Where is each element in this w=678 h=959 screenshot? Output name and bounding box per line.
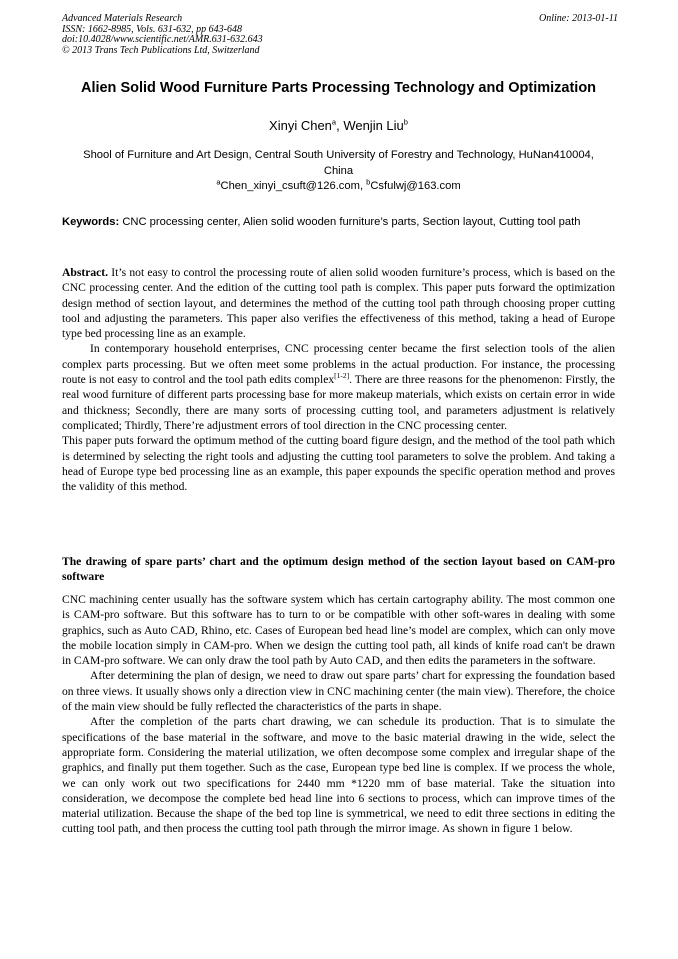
section-heading: The drawing of spare parts’ chart and the optimum design method of the section layout based on CAM-pro software [62, 555, 615, 584]
keywords [62, 214, 615, 230]
author-emails [62, 178, 615, 194]
author-name: Wenjin Liu [343, 118, 404, 133]
abstract-label: Abstract. [62, 266, 112, 279]
email-address: Csfulwj@163.com [370, 180, 461, 192]
email-mark: b [366, 177, 371, 187]
body-paragraph: CNC machining center usually has the software system which has certain cartography ability. The most common one is CAM-pro software. But this software has to turn to or be compatible with other soft-wares in dealing with some graphics, such as Auto CAD, Rhino, etc. Cases of European bed head line’s model are complex, which can only move the mobile location simply in CAM-pro. When we design the cutting tool path, all kinds of knife road can't be drawn in CAM-pro software. We can only draw the tool path by Auto CAD, and then edits the parameters in the software. [62, 593, 615, 668]
keywords-text: CNC processing center, Alien solid wooden furniture’s parts, Section layout, Cutting tool path [122, 216, 581, 228]
body-paragraph: After the completion of the parts chart drawing, we can schedule its production. That is to simulate the specifications of the base material in the software, and move to the basic material drawing in the wide, select the appropriate form. Considering the material utilization, we often decompose some complex and irregular shape of the graphics, and finally put them together. Such as the case, European type bed line is complex. If we process the whole, we can only work out two specifications for 2440 mm *1220 mm of base material. Take the situation into consideration, we decompose the complete bed head line into 6 sections to process, which can improve times of the material utilization. Because the shape of the bed top line is symmetrical, we need to edit three sections in editing the cutting tool path, and then process the cutting tool path through the mirror image. As shown in figure 1 below. [62, 715, 615, 836]
author-separator: , [336, 118, 344, 133]
paper-title: Alien Solid Wood Furniture Parts Processing Technology and Optimization [80, 80, 597, 96]
body-paragraph [62, 341, 615, 433]
abstract-paragraph [62, 265, 615, 341]
email-mark: a [216, 177, 221, 187]
keywords-label: Keywords: [62, 216, 123, 228]
abstract [62, 265, 615, 494]
body-paragraph: This paper puts forward the optimum method of the cutting board figure design, and the method of the tool path which is determined by selecting the right tools and adjusting the cutting tool parameters to solve the problem. And taking a head of Europe type bed processing line as an example, this paper expounds the specific operation method and proves the validity of this method. [62, 434, 615, 494]
online-date: Online: 2013-01-11 [539, 13, 618, 24]
paragraph-text: . There are three reasons for the phenomenon: Firstly, the real wood furniture of different parts processing base for more makeup materials, which exists on certain error in wide and thickness; Secondly, there are many sorts of processing cutting tool, and parameters adjustment is relatively complicated; Thirdly, There’re adjustment errors of tool direction in the CNC processing center. [62, 373, 615, 432]
author-line [62, 118, 615, 134]
author-affiliation-mark: b [403, 117, 408, 127]
issn-line: ISSN: 1662-8985, Vols. 631-632, pp 643-648 [62, 23, 242, 35]
journal-header [62, 14, 618, 56]
body-paragraph: After determining the plan of design, we need to draw out spare parts’ chart for expressing the foundation based on three views. It usually shows only a direction view in CNC machining center (the main view). Therefore, the choice of the main view should be fully reflected the characteristics of the parts in shape. [62, 669, 615, 714]
abstract-text: It’s not easy to control the processing route of alien solid wooden furniture’s process, which is based on the CNC processing center. And the edition of the cutting tool path is complex. This paper puts forward the optimization design method of section layout, and determines the method of the cutting tool path through choosing proper cutting tool and adjusting the parameters. This paper also verifies the effectiveness of this method, taking a head of Europe type bed processing line as an example. [62, 266, 615, 341]
doi-line: doi:10.4028/www.scientific.net/AMR.631-632.643 [62, 34, 263, 46]
author-name: Xinyi Chen [269, 118, 332, 133]
affiliation: Shool of Furniture and Art Design, Central South University of Forestry and Technology, HuNan410004, China [83, 149, 594, 177]
copyright-line: © 2013 Trans Tech Publications Ltd, Switzerland [62, 44, 260, 56]
section-body [62, 592, 615, 837]
paragraph-text: In contemporary household enterprises, CNC processing center became the first selection tools of the alien complex parts processing. But we often meet some problems in the actual production. For instance, the processing route is not easy to control and the tool path edits complex [62, 342, 615, 387]
author-affiliation-mark: a [331, 117, 337, 127]
citation-ref: [1-2] [334, 371, 350, 381]
journal-name: Advanced Materials Research [62, 13, 183, 24]
email-address: Chen_xinyi_csuft@126.com, [220, 180, 367, 192]
